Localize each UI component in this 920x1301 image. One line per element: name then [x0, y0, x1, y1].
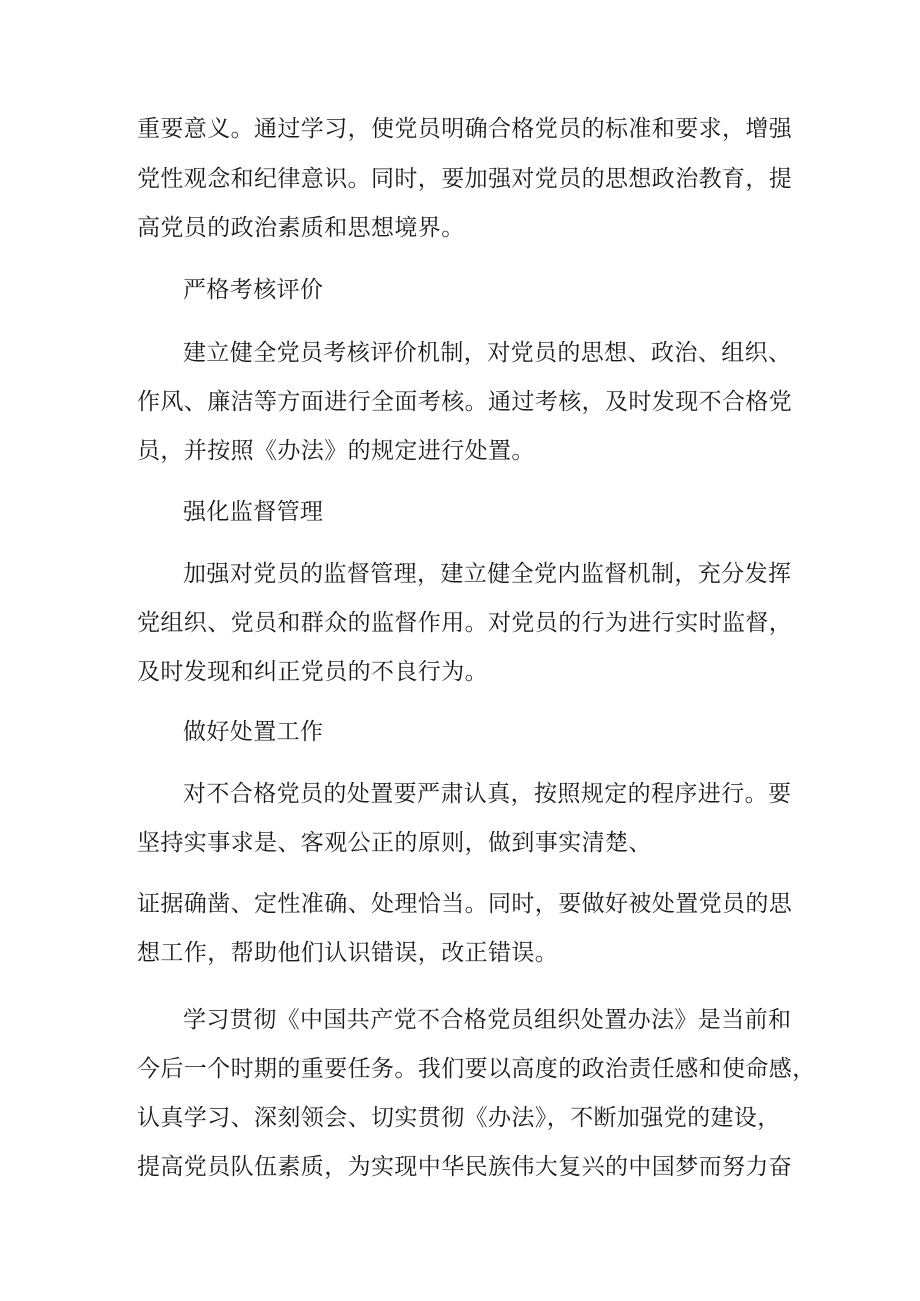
section-1-line-3: 员，并按照《办法》的规定进行处置。 — [137, 438, 535, 464]
section-heading-supervision: 强化监督管理 — [183, 499, 324, 525]
section-2-line-2: 党组织、党员和群众的监督作用。对党员的行为进行实时监督， — [137, 610, 793, 636]
intro-line-2: 党性观念和纪律意识。同时，要加强对党员的思想政治教育，提 — [137, 166, 793, 192]
section-2-line-1: 加强对党员的监督管理，建立健全党内监督机制，充分发挥 — [183, 561, 792, 587]
conclusion-line-2: 今后一个时期的重要任务。我们要以高度的政治责任感和使命感， — [137, 1056, 816, 1082]
section-3-line-3: 证据确凿、定性准确、处理恰当。同时，要做好被处置党员的思 — [137, 891, 793, 917]
section-3-line-1: 对不合格党员的处置要严肃认真，按照规定的程序进行。要 — [183, 781, 792, 807]
section-1-line-1: 建立健全党员考核评价机制，对党员的思想、政治、组织、 — [183, 340, 792, 366]
section-3-line-2: 坚持实事求是、客观公正的原则，做到事实清楚、 — [137, 830, 652, 856]
conclusion-line-3: 认真学习、深刻领会、切实贯彻《办法》，不断加强党的建设， — [137, 1105, 781, 1131]
section-heading-assessment: 严格考核评价 — [183, 277, 324, 303]
intro-line-1: 重要意义。通过学习，使党员明确合格党员的标准和要求，增强 — [137, 116, 793, 142]
section-2-line-3: 及时发现和纠正党员的不良行为。 — [137, 659, 488, 685]
section-3-line-4: 想工作，帮助他们认识错误，改正错误。 — [137, 940, 559, 966]
conclusion-line-4: 提高党员队伍素质，为实现中华民族伟大复兴的中国梦而努力奋 — [137, 1154, 793, 1180]
section-1-line-2: 作风、廉洁等方面进行全面考核。通过考核，及时发现不合格党 — [137, 389, 793, 415]
intro-line-3: 高党员的政治素质和思想境界。 — [137, 215, 465, 241]
conclusion-line-1: 学习贯彻《中国共产党不合格党员组织处置办法》是当前和 — [183, 1007, 792, 1033]
section-heading-disposal: 做好处置工作 — [183, 719, 324, 745]
